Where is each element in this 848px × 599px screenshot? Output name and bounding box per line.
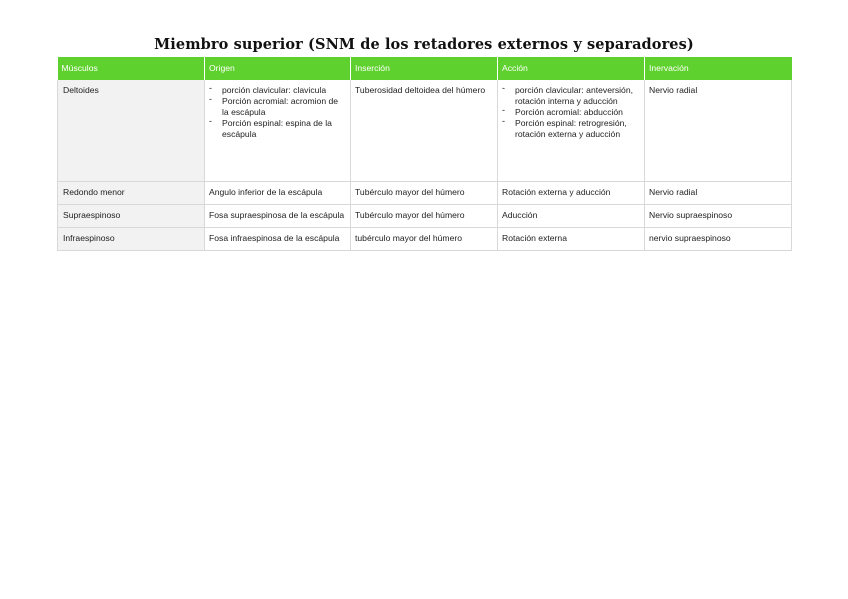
origin-cell: Fosa supraespinosa de la escápula xyxy=(205,205,351,228)
muscle-cell: Redondo menor xyxy=(58,182,205,205)
list-item: - porción clavicular: clavicula xyxy=(209,85,346,96)
insertion-cell: tubérculo mayor del húmero xyxy=(351,228,498,251)
muscle-cell: Infraespinoso xyxy=(58,228,205,251)
action-cell xyxy=(498,80,645,182)
innervation-cell: nervio supraespinoso xyxy=(645,228,792,251)
list-item: - Porción espinal: espina de la escápula xyxy=(209,118,346,140)
table-header-row xyxy=(58,57,792,80)
list-item: - Porción espinal: retrogresión, rotación externa y aducción xyxy=(502,118,640,140)
list-item: - porción clavicular: anteversión, rotación interna y aducción xyxy=(502,85,640,107)
insertion-cell: Tubérculo mayor del húmero xyxy=(351,205,498,228)
origin-cell: Angulo inferior de la escápula xyxy=(205,182,351,205)
column-header-insercion: Inserción xyxy=(351,57,498,80)
table-row xyxy=(58,182,792,205)
column-header-musculos: Músculos xyxy=(58,57,205,80)
origin-list xyxy=(209,85,346,140)
list-item: - Porción acromial: acromion de la escápula xyxy=(209,96,346,118)
column-header-accion: Acción xyxy=(498,57,645,80)
column-header-inervacion: Inervación xyxy=(645,57,792,80)
innervation-cell: Nervio radial xyxy=(645,182,792,205)
list-item: - Porción acromial: abducción xyxy=(502,107,640,118)
column-header-origen: Origen xyxy=(205,57,351,80)
muscle-table xyxy=(57,57,792,251)
action-cell: Rotación externa y aducción xyxy=(498,182,645,205)
muscle-cell: Deltoides xyxy=(58,80,205,182)
action-cell: Aducción xyxy=(498,205,645,228)
action-cell: Rotación externa xyxy=(498,228,645,251)
origin-cell xyxy=(205,80,351,182)
origin-cell: Fosa infraespinosa de la escápula xyxy=(205,228,351,251)
table-row xyxy=(58,228,792,251)
insertion-cell: Tubérculo mayor del húmero xyxy=(351,182,498,205)
innervation-cell: Nervio radial xyxy=(645,80,792,182)
insertion-cell: Tuberosidad deltoidea del húmero xyxy=(351,80,498,182)
innervation-cell: Nervio supraespinoso xyxy=(645,205,792,228)
page-title: Miembro superior (SNM de los retadores externos y separadores) xyxy=(154,36,694,53)
table-row xyxy=(58,205,792,228)
table-row xyxy=(58,80,792,182)
action-list xyxy=(502,85,640,140)
muscle-cell: Supraespinoso xyxy=(58,205,205,228)
